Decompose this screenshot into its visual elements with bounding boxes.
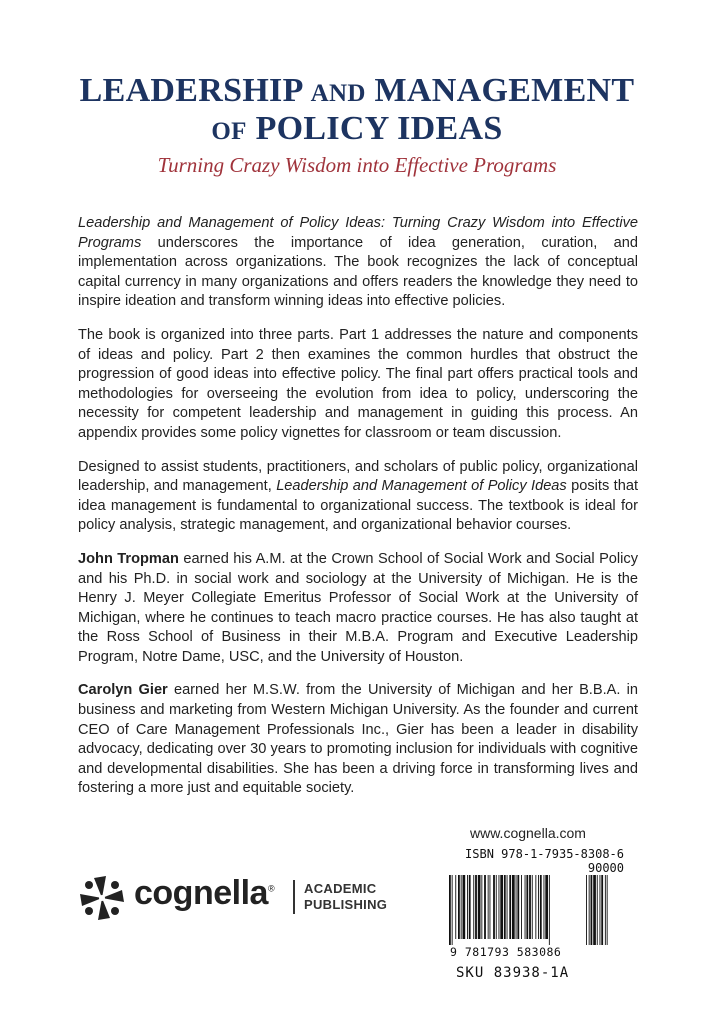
audience-text-a: Designed to assist students, practitioners, and scholars of public policy, organizational leadership, and management,	[78, 458, 638, 495]
paragraph-audience	[78, 458, 638, 536]
isbn-number: ISBN 978-1-7935-8308-6	[465, 847, 624, 861]
author-name-gier: Carolyn Gier	[78, 682, 168, 699]
paragraph-author-tropman	[78, 550, 638, 668]
publisher-website: www.cognella.com	[470, 825, 586, 841]
book-title-line-1	[0, 72, 714, 110]
title-words-policy-ideas: POLICY IDEAS	[255, 110, 503, 147]
paragraph-author-gier	[78, 681, 638, 799]
publishing-line: PUBLISHING	[304, 897, 388, 912]
cognella-pinwheel-icon	[76, 872, 128, 924]
title-word-management: MANAGEMENT	[374, 72, 635, 109]
academic-line: ACADEMIC	[304, 881, 377, 896]
book-title-italic-2: Leadership and Management of Policy Ideas	[276, 478, 567, 495]
book-title-italic: Leadership and Management of Policy Ideas: Turning Crazy Wisdom into Effective Programs	[78, 215, 638, 251]
title-word-leadership: LEADERSHIP	[79, 72, 302, 109]
paragraph-structure: The book is organized into three parts. Part 1 addresses the nature and components of ideas and policy. Part 2 then examines the common hurdles that obstruct the progression of good ideas into effective policy. The final part offers practical tools and methodologies for overseeing the evolution from idea to policy, underscoring the necessity for competent leadership and management in guiding this process. An appendix provides some policy vignettes for classroom or team discussion.	[78, 326, 638, 441]
academic-publishing-label	[304, 881, 387, 913]
barcode-digits: 9 781793 583086	[450, 945, 562, 959]
bio-gier: earned her M.S.W. from the University of Michigan and her B.B.A. in business and marketing from Western Michigan University. As the founder and current CEO of Care Management Professionals Inc., Gier has been a leader in disability advocacy, dedicating over 30 years to promoting inclusion for individuals with cognitive and developmental disabilities. She has been a driving force in transforming lives and fostering a more just and equitable society.	[78, 682, 638, 797]
back-cover-description	[78, 214, 638, 813]
summary-text: underscores the importance of idea generation, curation, and implementation across organizations. The book recognizes the lack of conceptual capital currency in many organizations and offers readers the knowledge they need to inspire ideation and transform winning ideas into effective policies.	[78, 234, 638, 310]
book-title-line-2	[0, 110, 714, 148]
barcode-addon-number: 90000	[587, 861, 624, 875]
author-name-tropman: John Tropman	[78, 550, 179, 567]
title-word-and: AND	[310, 80, 366, 107]
book-subtitle: Turning Crazy Wisdom into Effective Programs	[157, 153, 557, 177]
bio-tropman: earned his A.M. at the Crown School of Social Work and Social Policy and his Ph.D. in social work and sociology at the University of Michigan. He is the Henry J. Meyer Collegiate Emeritus Professor of Social Work at the University of Michigan, where he continues to teach macro practice courses. He has also taught at the Ross School of Business in their M.B.A. Program and Executive Leadership Program, Notre Dame, USC, and the University of Houston.	[78, 550, 638, 665]
paragraph-summary	[78, 214, 638, 312]
audience-text-b: posits that idea management is fundamental to organizational success. The textbook is ideal for policy analysis, strategic management, and organizational behavior courses.	[78, 478, 638, 534]
title-word-of: OF	[211, 118, 247, 145]
logo-divider	[293, 880, 295, 914]
wordmark-text: cognella	[134, 874, 268, 912]
cognella-wordmark	[134, 874, 274, 913]
registered-mark: ®	[267, 883, 275, 894]
isbn-barcode	[448, 847, 624, 959]
cognella-logo	[76, 868, 406, 928]
barcode-bars-icon	[448, 875, 624, 945]
sku-code: SKU 83938-1A	[456, 965, 570, 981]
